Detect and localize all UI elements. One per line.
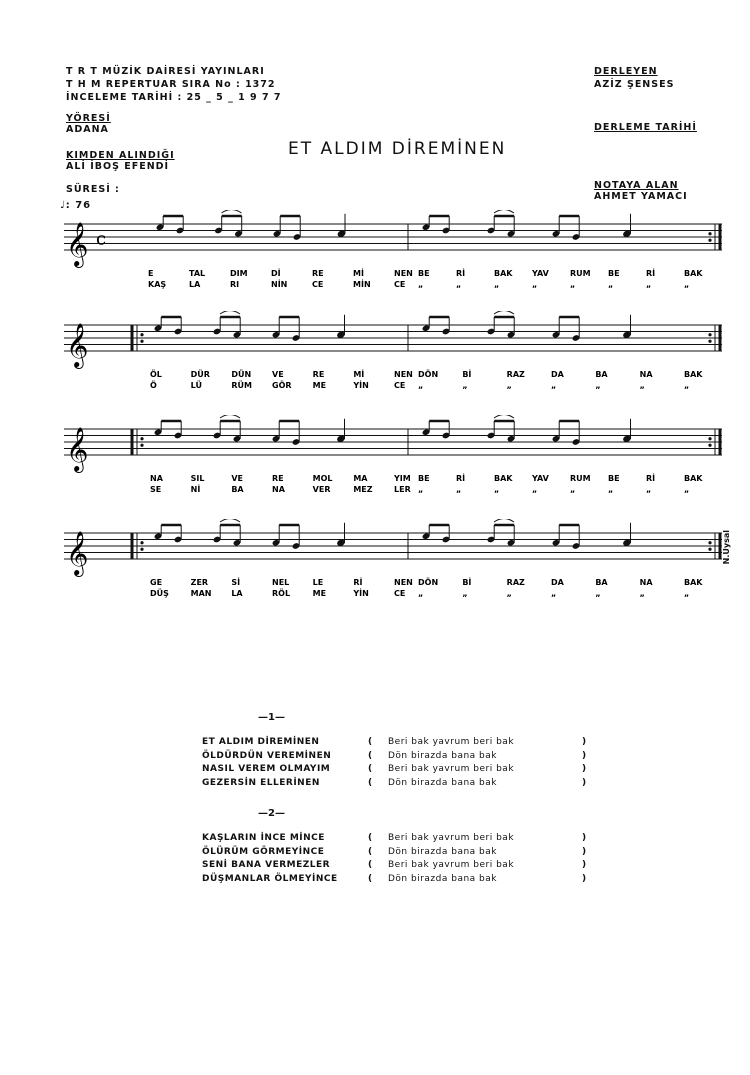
repeat-dot [140, 333, 143, 336]
lyric-syllable: DÖN [418, 578, 439, 587]
lyric-syllable: Sİ [231, 578, 241, 587]
slur [220, 415, 240, 418]
song-title: ET ALDIM DİREMİNEN [288, 139, 507, 159]
lyric-syllable: „ [684, 381, 690, 390]
lyric-syllable: BAK [494, 474, 513, 483]
lyric-syllable: MOL [312, 474, 333, 483]
lyric-syllable: BE [418, 474, 430, 483]
lyric-syllable: „ [646, 280, 652, 289]
repeat-dot [140, 548, 143, 551]
lyric-syllable: „ [456, 280, 462, 289]
verse-line: ÖLDÜRDÜN VEREMİNEN ( Dön birazda bana bak ) [202, 750, 587, 761]
lyric-syllable: „ [639, 589, 645, 598]
lyric-syllable: BA [595, 578, 608, 587]
lyric-syllable: „ [595, 589, 601, 598]
slur [220, 311, 240, 314]
repeat-dot [140, 541, 143, 544]
repeat-dot [708, 444, 711, 447]
verse-block-1 [202, 737, 622, 791]
staff-system-2 [0, 311, 750, 401]
lyric-syllable: „ [551, 589, 557, 598]
lyric-syllable: „ [462, 381, 468, 390]
lyric-syllable: Nİ [190, 485, 201, 494]
lyric-syllable: Rİ [646, 474, 656, 483]
slur [222, 210, 242, 213]
lyric-syllable: LE [312, 578, 324, 587]
lyric-syllable: „ [506, 589, 512, 598]
lyric-syllable: BAK [684, 370, 703, 379]
repeat-dot [708, 340, 711, 343]
lyric-syllable: RÜM [231, 381, 252, 390]
repertoire-number-line: T H M REPERTUAR SIRA No : 1372 [66, 79, 276, 90]
lyric-syllable: BE [418, 269, 430, 278]
lyric-syllable: „ [532, 485, 538, 494]
common-time-icon: c [96, 228, 107, 250]
lyric-syllable: KAŞ [148, 280, 167, 289]
lyric-syllable: CE [312, 280, 324, 289]
lyric-syllable: NEN [394, 578, 413, 587]
treble-clef-icon: 𝄞 [66, 427, 89, 471]
lyric-syllable: NA [639, 370, 653, 379]
lyric-syllable: NA [639, 578, 653, 587]
lyric-syllable: „ [646, 485, 652, 494]
source-label: KIMDEN ALINDIĞI [66, 150, 175, 161]
region-label: YÖRESİ [66, 113, 111, 124]
lyric-syllable: Bİ [462, 370, 472, 379]
verse-number-1: —1— [258, 712, 285, 723]
slur [494, 415, 514, 418]
slur [494, 210, 514, 213]
lyric-syllable: DA [551, 370, 564, 379]
lyric-syllable: YIM [394, 474, 411, 483]
slur [494, 311, 514, 314]
lyric-syllable: MAN [190, 589, 212, 598]
repeat-dot [708, 541, 711, 544]
lyric-syllable: Mİ [353, 370, 365, 379]
lyric-syllable: LER [394, 485, 411, 494]
repeat-dot [708, 437, 711, 440]
verse-line: ET ALDIM DİREMİNEN ( Beri bak yavrum beri bak ) [202, 737, 587, 747]
lyric-syllable: VE [272, 370, 284, 379]
lyric-syllable: DÜŞ [150, 589, 169, 598]
verse-line: ÖLÜRÜM GÖRMEYİNCE ( Dön birazda bana bak ) [202, 846, 587, 857]
lyric-syllable: „ [551, 381, 557, 390]
lyric-syllable: DÜR [190, 370, 210, 379]
compiler-label: DERLEYEN [594, 66, 658, 77]
lyric-syllable: „ [462, 589, 468, 598]
lyric-syllable: „ [506, 381, 512, 390]
repeat-dot [708, 239, 711, 242]
lyric-syllable: „ [608, 485, 614, 494]
repeat-dot [140, 340, 143, 343]
lyric-syllable: CE [394, 280, 406, 289]
lyric-syllable: RE [312, 269, 324, 278]
lyric-syllable: GE [150, 578, 163, 587]
lyric-syllable: YAV [532, 474, 549, 483]
lyric-syllable: ME [312, 589, 327, 598]
lyric-syllable: „ [418, 280, 424, 289]
lyric-syllable: YİN [353, 381, 369, 390]
transcriber-value: AHMET YAMACI [594, 191, 688, 202]
lyric-syllable: ZER [190, 578, 209, 587]
verse-line: KAŞLARIN İNCE MİNCE ( Beri bak yavrum beri bak ) [202, 833, 587, 843]
duration-label: SÜRESİ : [66, 184, 120, 195]
lyric-syllable: „ [494, 280, 500, 289]
engraver-signature: N.Uysal [722, 530, 731, 565]
lyric-syllable: BAK [684, 474, 703, 483]
lyric-syllable: BE [608, 474, 620, 483]
lyric-syllable: RI [230, 280, 240, 289]
review-date-line: İNCELEME TARİHİ : 25 _ 5 _ 1 9 7 7 [66, 92, 282, 103]
lyric-syllable: Bİ [462, 578, 472, 587]
lyric-syllable: GÖR [272, 381, 292, 390]
staff-system-1 [0, 210, 750, 300]
lyric-syllable: RAZ [506, 578, 525, 587]
lyric-syllable: „ [456, 485, 462, 494]
lyric-syllable: VER [312, 485, 331, 494]
lyric-syllable: BA [595, 370, 608, 379]
lyric-syllable: „ [418, 381, 424, 390]
lyric-syllable: DA [551, 578, 564, 587]
lyric-syllable: „ [570, 280, 576, 289]
lyric-syllable: VE [231, 474, 243, 483]
lyric-syllable: NEN [394, 269, 413, 278]
lyric-syllable: RE [272, 474, 284, 483]
lyric-syllable: MA [353, 474, 368, 483]
lyric-syllable: MEZ [353, 485, 373, 494]
lyric-syllable: Rİ [353, 578, 363, 587]
lyric-syllable: NİN [271, 280, 288, 289]
lyric-syllable: YİN [353, 589, 369, 598]
lyric-syllable: BA [231, 485, 244, 494]
lyric-syllable: NA [272, 485, 285, 494]
lyric-syllable: „ [595, 381, 601, 390]
staff-system-3 [0, 415, 750, 505]
repeat-dot [708, 333, 711, 336]
lyric-syllable: LA [189, 280, 201, 289]
lyric-syllable: NA [150, 474, 163, 483]
lyric-syllable: MİN [353, 280, 371, 289]
repeat-dot [140, 444, 143, 447]
lyric-syllable: YAV [532, 269, 549, 278]
transcriber-label: NOTAYA ALAN [594, 180, 679, 191]
lyric-syllable: „ [494, 485, 500, 494]
lyric-syllable: „ [570, 485, 576, 494]
lyric-syllable: Ö [150, 381, 157, 390]
compile-date-label: DERLEME TARİHİ [594, 122, 697, 133]
lyric-syllable: LA [231, 589, 243, 598]
lyric-syllable: E [148, 269, 154, 278]
slur [494, 519, 514, 522]
repeat-dot [708, 232, 711, 235]
lyric-syllable: BAK [494, 269, 513, 278]
lyric-syllable: „ [684, 280, 690, 289]
lyric-syllable: ME [312, 381, 327, 390]
repeat-dot [140, 437, 143, 440]
lyric-syllable: DIM [230, 269, 248, 278]
treble-clef-icon: 𝄞 [66, 222, 89, 266]
treble-clef-icon: 𝄞 [66, 531, 89, 575]
lyric-syllable: BAK [684, 578, 703, 587]
source-value: ALİ İBOŞ EFENDİ [66, 161, 170, 172]
lyric-syllable: SIL [190, 474, 205, 483]
lyric-syllable: SE [150, 485, 162, 494]
lyric-syllable: DÜN [231, 370, 252, 379]
lyric-syllable: RAZ [506, 370, 525, 379]
lyric-syllable: Mİ [353, 269, 364, 278]
lyric-syllable: BE [608, 269, 620, 278]
staff-system-4 [0, 519, 750, 609]
lyric-syllable: CE [394, 589, 406, 598]
lyric-syllable: ÖL [150, 370, 162, 379]
lyric-syllable: RE [312, 370, 325, 379]
lyric-syllable: „ [684, 589, 690, 598]
compiler-value: AZİZ ŞENSES [594, 79, 675, 90]
publisher-line: T R T MÜZİK DAİRESİ YAYINLARI [66, 66, 265, 77]
lyric-syllable: „ [684, 485, 690, 494]
lyric-syllable: „ [608, 280, 614, 289]
verse-line: SENİ BANA VERMEZLER ( Beri bak yavrum beri bak ) [202, 860, 587, 870]
lyric-syllable: RUM [570, 474, 591, 483]
lyric-syllable: „ [418, 485, 424, 494]
lyric-syllable: „ [532, 280, 538, 289]
verse-line: NASIL VEREM OLMAYIM ( Beri bak yavrum beri bak ) [202, 764, 587, 774]
lyric-syllable: Rİ [456, 474, 466, 483]
verse-line: DÜŞMANLAR ÖLMEYİNCE ( Dön birazda bana bak ) [202, 873, 587, 884]
tempo-marking: ♩: 76 [60, 200, 92, 211]
lyric-syllable: Rİ [646, 269, 656, 278]
lyric-syllable: „ [639, 381, 645, 390]
lyric-syllable: CE [394, 381, 406, 390]
treble-clef-icon: 𝄞 [66, 323, 89, 367]
lyric-syllable: NEL [272, 578, 290, 587]
lyric-syllable: Dİ [271, 269, 281, 278]
lyric-syllable: LÜ [190, 381, 202, 390]
lyric-syllable: NEN [394, 370, 413, 379]
lyric-syllable: DÖN [418, 370, 439, 379]
repeat-dot [708, 548, 711, 551]
verse-block-2 [202, 833, 622, 887]
verse-line: GEZERSİN ELLERİNEN ( Dön birazda bana bak ) [202, 777, 587, 788]
lyric-syllable: „ [418, 589, 424, 598]
verse-number-2: —2— [258, 808, 285, 819]
lyric-syllable: Rİ [456, 269, 466, 278]
slur [220, 519, 240, 522]
lyric-syllable: RÖL [272, 589, 291, 598]
lyric-syllable: BAK [684, 269, 703, 278]
lyric-syllable: TAL [189, 269, 206, 278]
lyric-syllable: RUM [570, 269, 591, 278]
region-value: ADANA [66, 124, 109, 135]
